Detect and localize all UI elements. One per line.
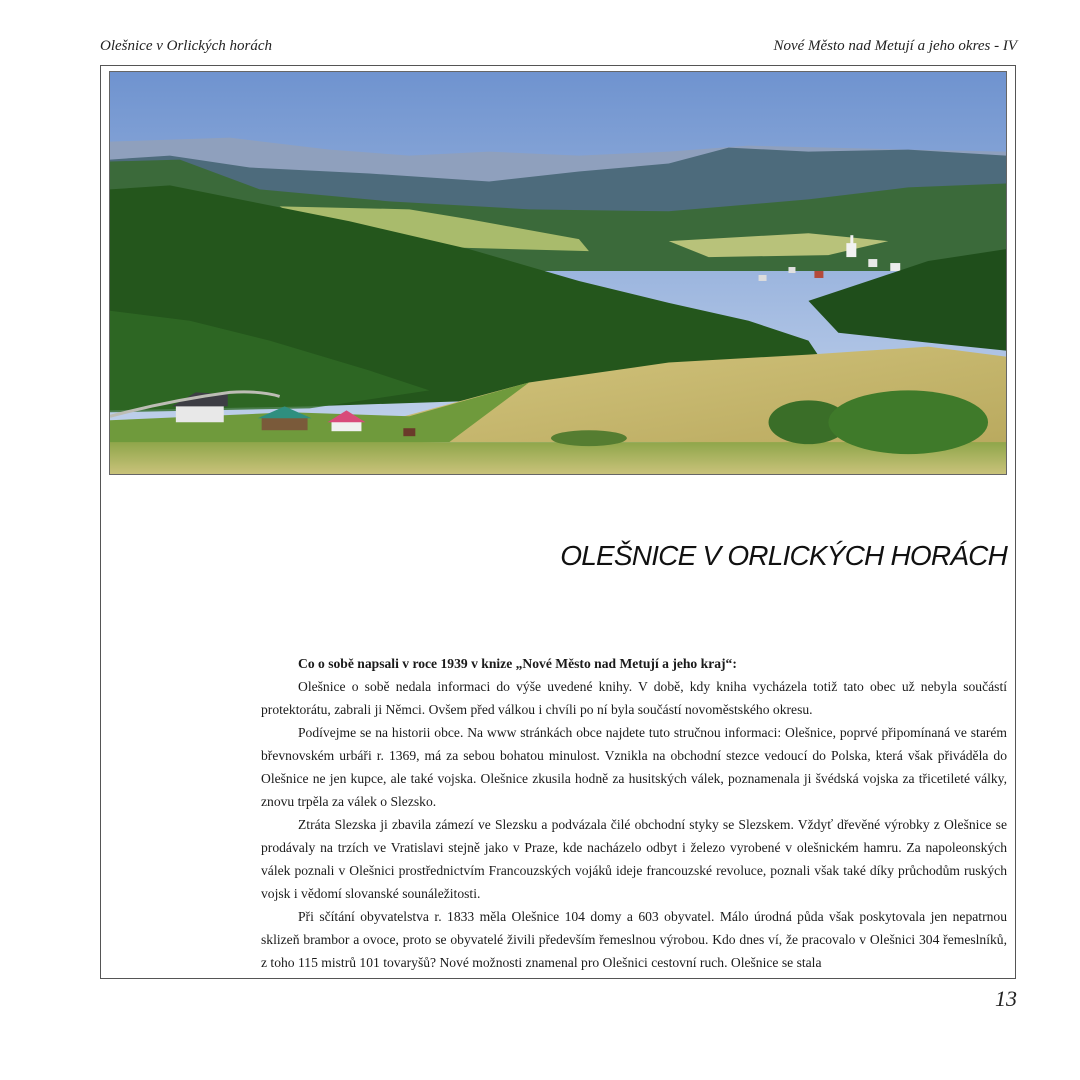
body-paragraph: Ztráta Slezska ji zbavila zámezí ve Slezsku a podvázala čilé obchodní styky se Slezskem. Vždyť dřevěné výrobky z Olešnice se prodávaly na trzích ve Vratislavi stejně jako v Praze, kde nacházelo odbyt i železo vyrobené v olešnickém hamru. Za napoleonských válek poznali v Olešnici prostřednictvím Francouzských vojáků ideje francouzské revoluce, poznali však také díky průchodům ruských vojsk i vědomí slovanské sounáležitosti. (261, 817, 1007, 901)
body-paragraph: Podívejme se na historii obce. Na www stránkách obce najdete tuto stručnou informaci: Olešnice, poprvé připomínaná ve starém břevnovském urbáři r. 1369, má za sebou bohatou minulost. Vznikla na obchodní stezce vedoucí do Polska, která však přiváděla do Olešnice ne jen kupce, ale také vojska. Olešnice zkusila hodně za husitských válek, poznamenala ji švédská vojska za třicetileté války, znovu trpěla za válek o Slezsko. (261, 725, 1007, 809)
landscape-photo (109, 71, 1007, 475)
body-paragraph: Olešnice o sobě nedala informaci do výše uvedené knihy. V době, kdy kniha vycházela totiž tato obec už nebyla součástí protektorátu, zabrali ji Němci. Ovšem před válkou i chvíli po ní byla součástí novoměstského okresu. (261, 679, 1007, 717)
landscape-illustration (110, 72, 1006, 474)
bush (551, 430, 627, 446)
article-body (261, 652, 1007, 974)
page-number: 13 (995, 986, 1017, 1011)
running-head-left: Olešnice v Orlických horách (100, 38, 273, 54)
body-paragraph: Při sčítání obyvatelstva r. 1833 měla Olešnice 104 domy a 603 obyvatel. Málo úrodná půda však poskytovala jen nepatrnou sklizeň brambor a ovoce, proto se obyvatelé živili především řemeslnou výrobou. Kdo dnes ví, že pracovalo v Olešnici 304 řemeslníků, z toho 115 mistrů 101 tovaryšů? Nové možnosti znamenal pro Olešnici cestovní ruch. Olešnice se stala (261, 909, 1007, 970)
chapter-title: OLEŠNICE V ORLICKÝCH HORÁCH (560, 540, 1007, 571)
running-head-right: Nové Město nad Metují a jeho okres - IV (773, 38, 1017, 54)
lead-paragraph: Co o sobě napsali v roce 1939 v knize „Nové Město nad Metují a jeho kraj“: (298, 656, 737, 671)
bush (828, 390, 988, 454)
